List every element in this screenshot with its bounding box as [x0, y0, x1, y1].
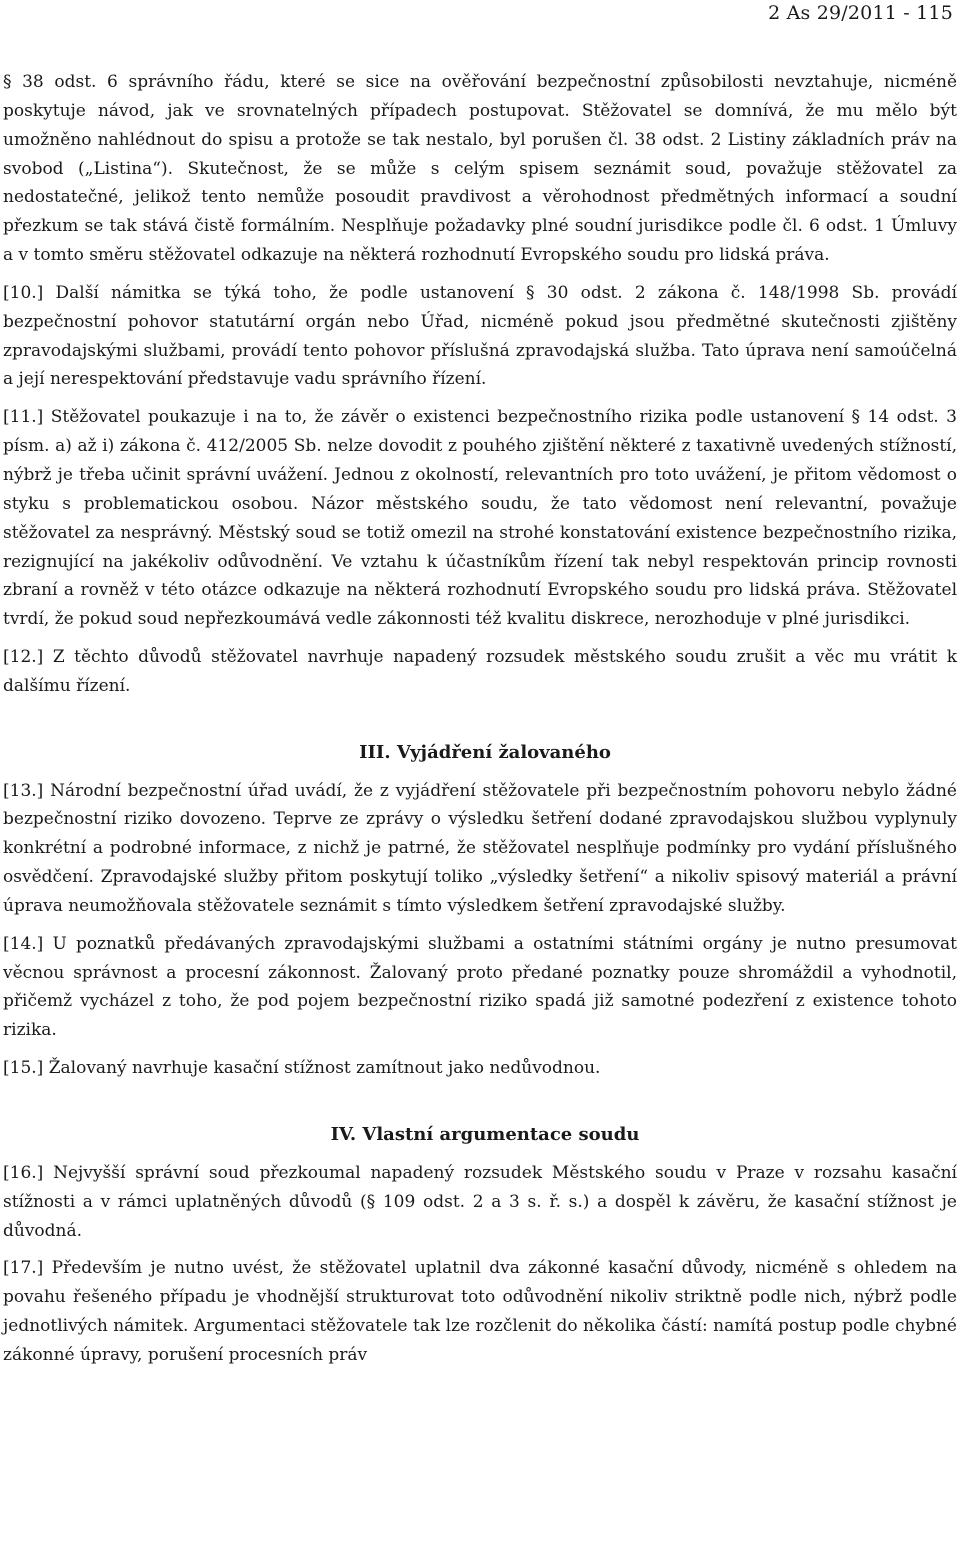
- section-heading-iv: IV. Vlastní argumentace soudu: [330, 1124, 640, 1145]
- paragraph-17: [17.] Především je nutno uvést, že stěžovatel uplatnil dva zákonné kasační důvody, nicméně s ohledem na povahu řešeného případu je vhodnější strukturovat toto odůvodnění nikoliv striktně podle nich, nýbrž podle jednotlivých námitek. Argumentaci stěžovatele tak lze rozčlenit do několika částí: namítá postup podle chybné zákonné úpravy, porušení procesních práv: [3, 1258, 957, 1365]
- paragraph-9-continuation: § 38 odst. 6 správního řádu, které se sice na ověřování bezpečnostní způsobilosti nevztahuje, nicméně poskytuje návod, jak ve srovnatelných případech postupovat. Stěžovatel se domnívá, že mu mělo být umožněno nahlédnout do spisu a protože se tak nestalo, byl porušen čl. 38 odst. 2 Listiny základních práv na svobod („Listina“). Skutečnost, že se může s celým spisem seznámit soud, považuje stěžovatel za nedostatečné, jelikož tento nemůže posoudit pravdivost a věrohodnost předmětných informací a soudní přezkum se tak stává čistě formálním. Nesplňuje požadavky plné soudní jurisdikce podle čl. 6 odst. 1 Úmluvy a v tomto směru stěžovatel odkazuje na některá rozhodnutí Evropského soudu pro lidská práva.: [3, 72, 957, 266]
- paragraph-10: [10.] Další námitka se týká toho, že podle ustanovení § 30 odst. 2 zákona č. 148/1998 Sb. provádí bezpečnostní pohovor statutární orgán nebo Úřad, nicméně pokud jsou předmětné skutečnosti zjištěny zpravodajskými službami, provádí tento pohovor příslušná zpravodajská služba. Tato úprava není samoúčelná a její nerespektování představuje vadu správního řízení.: [3, 282, 957, 390]
- paragraph-12: [12.] Z těchto důvodů stěžovatel navrhuje napadený rozsudek městského soudu zrušit a věc mu vrátit k dalšímu řízení.: [3, 647, 957, 696]
- paragraph-13: [13.] Národní bezpečnostní úřad uvádí, že z vyjádření stěžovatele při bezpečnostním pohovoru nebylo žádné bezpečnostní riziko dovozeno. Teprve ze zprávy o výsledku šetření dodané zpravodajskou službou vyplynuly konkrétní a podrobné informace, z nichž je patrné, že stěžovatel nesplňuje podmínky pro vydání příslušného osvědčení. Zpravodajské služby přitom poskytují toliko „výsledky šetření“ a nikoliv spisový materiál a právní úprava neumožňovala stěžovatele seznámit s tímto výsledkem šetření zpravodajské služby.: [3, 780, 957, 916]
- paragraph-16: [16.] Nejvyšší správní soud přezkoumal napadený rozsudek Městského soudu v Praze v rozsahu kasační stížnosti a v rámci uplatněných důvodů (§ 109 odst. 2 a 3 s. ř. s.) a dospěl k závěru, že kasační stížnost je důvodná.: [3, 1162, 957, 1241]
- case-reference: 2 As 29/2011 - 115: [768, 2, 953, 24]
- paragraph-11: [11.] Stěžovatel poukazuje i na to, že závěr o existenci bezpečnostního rizika podle ustanovení § 14 odst. 3 písm. a) až i) zákona č. 412/2005 Sb. nelze dovodit z pouhého zjištění některé z taxativně uvedených stížností, nýbrž je třeba učinit správní uvážení. Jednou z okolností, relevantních pro toto uvážení, je přitom vědomost o styku s problematickou osobou. Názor městského soudu, že tato vědomost není relevantní, považuje stěžovatel za nesprávný. Městský soud se totiž omezil na strohé konstatování existence bezpečnostního rizika, rezignující na jakékoliv odůvodnění. Ve vztahu k účastníkům řízení tak nebyl respektován princip rovnosti zbraní a rovněž v této otázce odkazuje na některá rozhodnutí Evropského soudu pro lidská práva. Stěžovatel tvrdí, že pokud soud nepřezkoumává vedle zákonnosti též kvalitu diskrece, nerozhoduje v plné jurisdikci.: [3, 407, 957, 630]
- document-body: [3, 68, 957, 1370]
- paragraph-15: [15.] Žalovaný navrhuje kasační stížnost zamítnout jako nedůvodnou.: [3, 1058, 601, 1079]
- section-heading-iii: III. Vyjádření žalovaného: [359, 741, 611, 763]
- paragraph-14: [14.] U poznatků předávaných zpravodajskými službami a ostatními státními orgány je nutno presumovat věcnou správnost a procesní zákonnost. Žalovaný proto předané poznatky pouze shromáždil a vyhodnotil, přičemž vycházel z toho, že pod pojem bezpečnostní riziko spadá již samotné podezření z existence tohoto rizika.: [3, 933, 957, 1041]
